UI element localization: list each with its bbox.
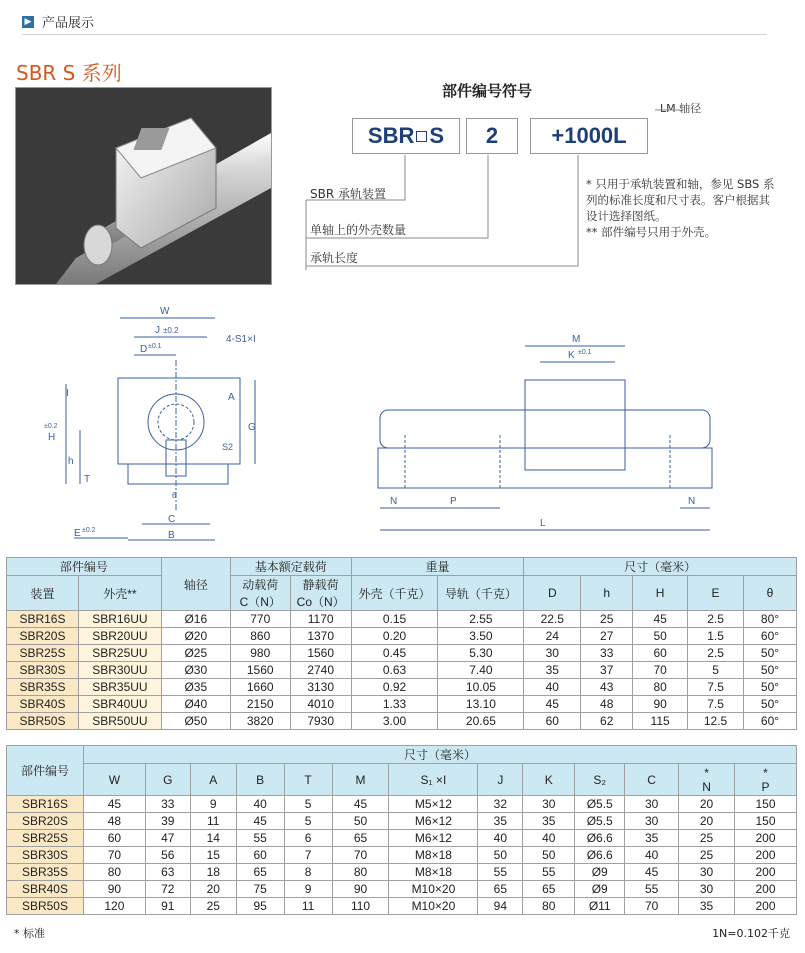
table2-cell: Ø5.5 (575, 813, 625, 830)
table2-cell: M10×20 (389, 898, 478, 915)
part-number-title: 部件编号符号 (442, 82, 533, 100)
housing-side (525, 380, 625, 470)
note-2: ** 部件编号只用于外壳。 (586, 225, 717, 239)
th2-col-label: N (702, 779, 711, 794)
table1-cell: 0.20 (351, 628, 438, 645)
table2-row (7, 830, 797, 847)
table1-cell: 62 (581, 713, 633, 730)
legend-housing-count: 单轴上的外壳数量 (310, 223, 407, 237)
table1-cell: 1170 (290, 611, 351, 628)
table2-cell: 32 (478, 796, 523, 813)
table2-cell: M8×18 (389, 864, 478, 881)
table1-cell: Ø50 (161, 713, 230, 730)
table2-cell: 90 (332, 881, 389, 898)
table2-cell: M6×12 (389, 830, 478, 847)
th-weight: 重量 (351, 558, 524, 576)
th-E: E (688, 576, 744, 611)
section-header (22, 12, 94, 31)
table2-row (7, 864, 797, 881)
table1-cell: 22.5 (524, 611, 581, 628)
table1-cell: 1.5 (688, 628, 744, 645)
label-D-tol: ±0.1 (148, 343, 162, 350)
table1-cell: 43 (581, 679, 633, 696)
label-N-right: N (688, 496, 696, 507)
th-housing: 外壳** (78, 576, 161, 611)
th2-star: * (763, 765, 768, 780)
table2-cell: 80 (523, 898, 575, 915)
label-E: E (74, 528, 81, 539)
table2-cell: SBR16S (7, 796, 84, 813)
table1-cell: Ø25 (161, 645, 230, 662)
table2-cell: 70 (332, 847, 389, 864)
label-H-tol: ±0.2 (44, 423, 58, 430)
table2-cell: 30 (523, 796, 575, 813)
table1-cell: 24 (524, 628, 581, 645)
note-1: * 只用于承轨装置和轴，参见 SBS 系列的标准长度和尺寸表。客户根据其设计选择图纸。 (586, 177, 775, 223)
table2-cell: M6×12 (389, 813, 478, 830)
th-w-housing: 外壳（千克） (351, 576, 438, 611)
table1-cell: 0.45 (351, 645, 438, 662)
table2-cell: 60 (83, 830, 145, 847)
table1-cell: 1660 (230, 679, 290, 696)
table1-cell: 25 (581, 611, 633, 628)
label-N-left: N (390, 496, 398, 507)
table2-cell: 50 (523, 847, 575, 864)
table1-cell: 80° (744, 611, 797, 628)
table1-cell: 4010 (290, 696, 351, 713)
table1-cell: SBR25S (7, 645, 79, 662)
table2-cell: 200 (735, 881, 797, 898)
th2-col-label: G (163, 772, 173, 787)
table2-cell: Ø6.6 (575, 847, 625, 864)
section-title: 产品展示 (42, 16, 95, 31)
table2-cell: Ø11 (575, 898, 625, 915)
table1-cell: 0.92 (351, 679, 438, 696)
table1-cell: 50° (744, 696, 797, 713)
code-box-count: 2 (466, 118, 518, 154)
table2-cell: 95 (236, 898, 284, 915)
table2-cell: 150 (735, 813, 797, 830)
th2-part-no: 部件编号 (7, 746, 84, 796)
th-theta: θ (744, 576, 797, 611)
th-shaft: 轴径 (161, 558, 230, 611)
table1-row (7, 696, 797, 713)
table1-cell: 0.63 (351, 662, 438, 679)
th2-col-label: M (355, 772, 366, 787)
table2-cell: 91 (145, 898, 190, 915)
table1-cell: 60° (744, 628, 797, 645)
label-h: h (68, 456, 74, 467)
table2-cell: 39 (145, 813, 190, 830)
table2-cell: 90 (83, 881, 145, 898)
table1-cell: 0.15 (351, 611, 438, 628)
table1-cell: 48 (581, 696, 633, 713)
table1-cell: 40 (524, 679, 581, 696)
th2-col (735, 764, 797, 796)
th-h: h (581, 576, 633, 611)
th2-dims: 尺寸（毫米） (83, 746, 796, 764)
table2-cell: 30 (625, 813, 679, 830)
th2-col-label: T (304, 772, 312, 787)
table2-cell: 40 (478, 830, 523, 847)
table1-cell: 90 (633, 696, 688, 713)
th-dynamic (230, 576, 290, 611)
table2-cell: 65 (523, 881, 575, 898)
table1-cell: 60° (744, 713, 797, 730)
table2-cell: 25 (679, 847, 735, 864)
table2-cell: 75 (236, 881, 284, 898)
table1-cell: 3.50 (438, 628, 524, 645)
table2-cell: 45 (83, 796, 145, 813)
table1-cell: SBR30S (7, 662, 79, 679)
th2-col (523, 764, 575, 796)
th-H: H (633, 576, 688, 611)
th-dynamic-unit: C（N） (239, 595, 281, 609)
label-P: P (450, 496, 457, 507)
th2-col-label: S₂ (593, 772, 607, 787)
table1-cell: SBR40UU (78, 696, 161, 713)
table2-cell: SBR20S (7, 813, 84, 830)
table1-cell: 33 (581, 645, 633, 662)
table2-cell: 18 (190, 864, 236, 881)
table1-cell: 70 (633, 662, 688, 679)
table1-cell: 10.05 (438, 679, 524, 696)
code-prefix: SBR (367, 123, 415, 148)
table1-cell: 7.5 (688, 679, 744, 696)
table2-row (7, 813, 797, 830)
label-K: K (568, 350, 575, 361)
table2-cell: M10×20 (389, 881, 478, 898)
th2-col (625, 764, 679, 796)
table1-cell: 5 (688, 662, 744, 679)
th2-col (236, 764, 284, 796)
table2-cell: Ø5.5 (575, 796, 625, 813)
series-title: SBR S 系列 (16, 61, 122, 85)
label-T: T (84, 474, 91, 485)
table1-cell: 50° (744, 679, 797, 696)
table2-cell: 70 (83, 847, 145, 864)
table2-cell: SBR25S (7, 830, 84, 847)
table1-cell: 3820 (230, 713, 290, 730)
table2-cell: 55 (625, 881, 679, 898)
table2-cell: 65 (478, 881, 523, 898)
table2-cell: 9 (284, 881, 332, 898)
table1-cell: 1.33 (351, 696, 438, 713)
table1-cell: Ø40 (161, 696, 230, 713)
table1-cell: 2150 (230, 696, 290, 713)
table1-row (7, 679, 797, 696)
table2-cell: 110 (332, 898, 389, 915)
th2-col-label: J (497, 772, 504, 787)
part-number-notes (586, 176, 776, 240)
table2-cell: 5 (284, 796, 332, 813)
rail-side (378, 448, 712, 488)
label-C: C (168, 514, 176, 525)
th2-col-label: S₁ ×I (420, 772, 447, 787)
table2-cell: 40 (625, 847, 679, 864)
th2-col (332, 764, 389, 796)
table2-cell: 65 (332, 830, 389, 847)
table1-row (7, 645, 797, 662)
table1-cell: 2.55 (438, 611, 524, 628)
table1-cell: 860 (230, 628, 290, 645)
label-M: M (572, 334, 581, 345)
table1-cell: 7930 (290, 713, 351, 730)
table2-row (7, 847, 797, 864)
lm-shaft-label: LM 轴径 (660, 102, 702, 115)
label-theta: θ (172, 491, 177, 500)
th2-col (478, 764, 523, 796)
table2-cell: 60 (236, 847, 284, 864)
table1-cell: 12.5 (688, 713, 744, 730)
th-static-label: 静载荷 (302, 578, 339, 592)
table2-cell: 20 (679, 796, 735, 813)
table1-cell: 27 (581, 628, 633, 645)
table2-cell: 7 (284, 847, 332, 864)
table1-cell: 3.00 (351, 713, 438, 730)
table1-cell: SBR16S (7, 611, 79, 628)
table2-cell: 55 (478, 864, 523, 881)
table2-cell: 45 (236, 813, 284, 830)
table1-cell: 50° (744, 645, 797, 662)
table1-cell: 37 (581, 662, 633, 679)
table1-cell: 2.5 (688, 645, 744, 662)
th-assembly: 装置 (7, 576, 79, 611)
label-W: W (160, 306, 170, 317)
table1-cell: 5.30 (438, 645, 524, 662)
table1-cell: SBR25UU (78, 645, 161, 662)
table2-row (7, 796, 797, 813)
table2-cell: 65 (236, 864, 284, 881)
product-photo (15, 87, 272, 285)
table2-row (7, 881, 797, 898)
table1-cell: SBR16UU (78, 611, 161, 628)
table2-cell: Ø9 (575, 864, 625, 881)
footer-unit-note: 1N=0.102千克 (712, 927, 790, 940)
table2-cell: SBR35S (7, 864, 84, 881)
technical-drawings (40, 300, 760, 550)
label-J: J (155, 325, 160, 336)
table1-cell: SBR20S (7, 628, 79, 645)
table1-cell: 13.10 (438, 696, 524, 713)
table2-cell: 40 (523, 830, 575, 847)
table1-cell: 2740 (290, 662, 351, 679)
table2-cell: 50 (478, 847, 523, 864)
table2-cell: M5×12 (389, 796, 478, 813)
table2-cell: 8 (284, 864, 332, 881)
table1-cell: 45 (633, 611, 688, 628)
table2-cell: 35 (679, 898, 735, 915)
label-J-tol: ±0.2 (163, 326, 179, 335)
table1-cell: SBR20UU (78, 628, 161, 645)
code-box-length: +1000L (530, 118, 648, 154)
table2-cell: 70 (625, 898, 679, 915)
table1-cell: 1560 (230, 662, 290, 679)
legend-assembly: SBR 承轨装置 (310, 187, 387, 201)
table1-row (7, 662, 797, 679)
table2-cell: 25 (190, 898, 236, 915)
table1-cell: 980 (230, 645, 290, 662)
th-dynamic-label: 动载荷 (242, 578, 279, 592)
table2-cell: 56 (145, 847, 190, 864)
table2-cell: 9 (190, 796, 236, 813)
table2-cell: 200 (735, 830, 797, 847)
table2-cell: 80 (332, 864, 389, 881)
table2-cell: 11 (190, 813, 236, 830)
th-load: 基本额定载荷 (230, 558, 351, 576)
table1-cell: SBR35UU (78, 679, 161, 696)
table1-row (7, 713, 797, 730)
th2-star: * (704, 765, 709, 780)
th2-col (284, 764, 332, 796)
table2-cell: 200 (735, 864, 797, 881)
table1-cell: 60 (633, 645, 688, 662)
rail-base (128, 464, 228, 484)
label-B: B (168, 530, 175, 541)
legend-rail-length: 承轨长度 (310, 251, 359, 265)
th2-col-label: B (256, 772, 265, 787)
spec-table-2 (6, 745, 797, 915)
table2-cell: 80 (83, 864, 145, 881)
label-E-tol: ±0.2 (82, 527, 96, 534)
table2-cell: 50 (332, 813, 389, 830)
table2-cell: 35 (523, 813, 575, 830)
table1-cell: Ø16 (161, 611, 230, 628)
table2-cell: M8×18 (389, 847, 478, 864)
table1-cell: 1560 (290, 645, 351, 662)
table2-cell: 55 (523, 864, 575, 881)
label-A: A (228, 392, 235, 403)
shaft-side (380, 410, 710, 448)
table1-cell: 35 (524, 662, 581, 679)
table1-cell: 60 (524, 713, 581, 730)
table1-cell: 2.5 (688, 611, 744, 628)
th2-col-label: W (108, 772, 121, 787)
table1-cell: SBR40S (7, 696, 79, 713)
table2-cell: 5 (284, 813, 332, 830)
th-static (290, 576, 351, 611)
th-D: D (524, 576, 581, 611)
th-dims: 尺寸（毫米） (524, 558, 797, 576)
table1-cell: SBR50UU (78, 713, 161, 730)
table2-cell: 45 (625, 864, 679, 881)
th2-col (679, 764, 735, 796)
header-divider (22, 34, 767, 35)
table2-cell: SBR40S (7, 881, 84, 898)
table2-cell: 15 (190, 847, 236, 864)
table1-cell: 7.5 (688, 696, 744, 713)
table1-cell: 30 (524, 645, 581, 662)
table1-cell: 50 (633, 628, 688, 645)
label-S2: S2 (222, 442, 234, 452)
table1-row (7, 611, 797, 628)
table2-cell: 72 (145, 881, 190, 898)
table1-cell: SBR35S (7, 679, 79, 696)
table1-cell: Ø30 (161, 662, 230, 679)
th-static-unit: Co（N） (296, 595, 345, 609)
table1-cell: 770 (230, 611, 290, 628)
label-D: D (140, 344, 148, 355)
table2-cell: 120 (83, 898, 145, 915)
th2-col (575, 764, 625, 796)
th2-col-label: K (544, 772, 553, 787)
table1-cell: Ø20 (161, 628, 230, 645)
table1-cell: 20.65 (438, 713, 524, 730)
table2-cell: 200 (735, 847, 797, 864)
table2-cell: 33 (145, 796, 190, 813)
table2-cell: 30 (679, 881, 735, 898)
code-s: S (429, 123, 445, 148)
table1-cell: 1370 (290, 628, 351, 645)
table2-cell: 48 (83, 813, 145, 830)
table2-cell: 14 (190, 830, 236, 847)
th2-col-label: C (647, 772, 656, 787)
table1-cell: 50° (744, 662, 797, 679)
table1-cell: 3130 (290, 679, 351, 696)
table2-cell: 55 (236, 830, 284, 847)
table2-cell: 25 (679, 830, 735, 847)
table2-cell: Ø9 (575, 881, 625, 898)
table2-cell: 20 (679, 813, 735, 830)
table2-cell: 6 (284, 830, 332, 847)
table2-cell: 11 (284, 898, 332, 915)
arrow-icon: ▶ (22, 16, 34, 28)
table2-cell: 20 (190, 881, 236, 898)
table2-cell: Ø6.6 (575, 830, 625, 847)
table2-cell: 45 (332, 796, 389, 813)
table1-cell: 115 (633, 713, 688, 730)
footer-standard-note: * 标准 (14, 927, 45, 940)
table1-cell: SBR50S (7, 713, 79, 730)
table2-cell: 94 (478, 898, 523, 915)
label-H: H (48, 432, 56, 443)
th-part-no: 部件编号 (7, 558, 162, 576)
table2-cell: 40 (236, 796, 284, 813)
table2-cell: 150 (735, 796, 797, 813)
label-L: L (540, 518, 546, 529)
table2-cell: 30 (625, 796, 679, 813)
table1-cell: 45 (524, 696, 581, 713)
label-I: I (66, 388, 69, 399)
table2-cell: 63 (145, 864, 190, 881)
th2-col (190, 764, 236, 796)
table1-cell: 7.40 (438, 662, 524, 679)
th-w-rail: 导轨（千克） (438, 576, 524, 611)
table2-cell: SBR30S (7, 847, 84, 864)
table2-cell: 35 (478, 813, 523, 830)
label-S1I: 4-S1×I (226, 334, 256, 345)
table1-cell: 80 (633, 679, 688, 696)
label-K-tol: ±0.1 (578, 349, 592, 356)
table2-cell: 35 (625, 830, 679, 847)
table1-cell: Ø35 (161, 679, 230, 696)
th2-col-label: A (209, 772, 218, 787)
label-G: G (248, 422, 256, 433)
table2-cell: 200 (735, 898, 797, 915)
table2-cell: 47 (145, 830, 190, 847)
th2-col (83, 764, 145, 796)
th2-col-label: P (761, 779, 770, 794)
table2-cell: 30 (679, 864, 735, 881)
table1-cell: SBR30UU (78, 662, 161, 679)
spec-table-1 (6, 557, 797, 730)
th2-col (145, 764, 190, 796)
table1-row (7, 628, 797, 645)
table2-cell: SBR50S (7, 898, 84, 915)
th2-col (389, 764, 478, 796)
table2-row (7, 898, 797, 915)
